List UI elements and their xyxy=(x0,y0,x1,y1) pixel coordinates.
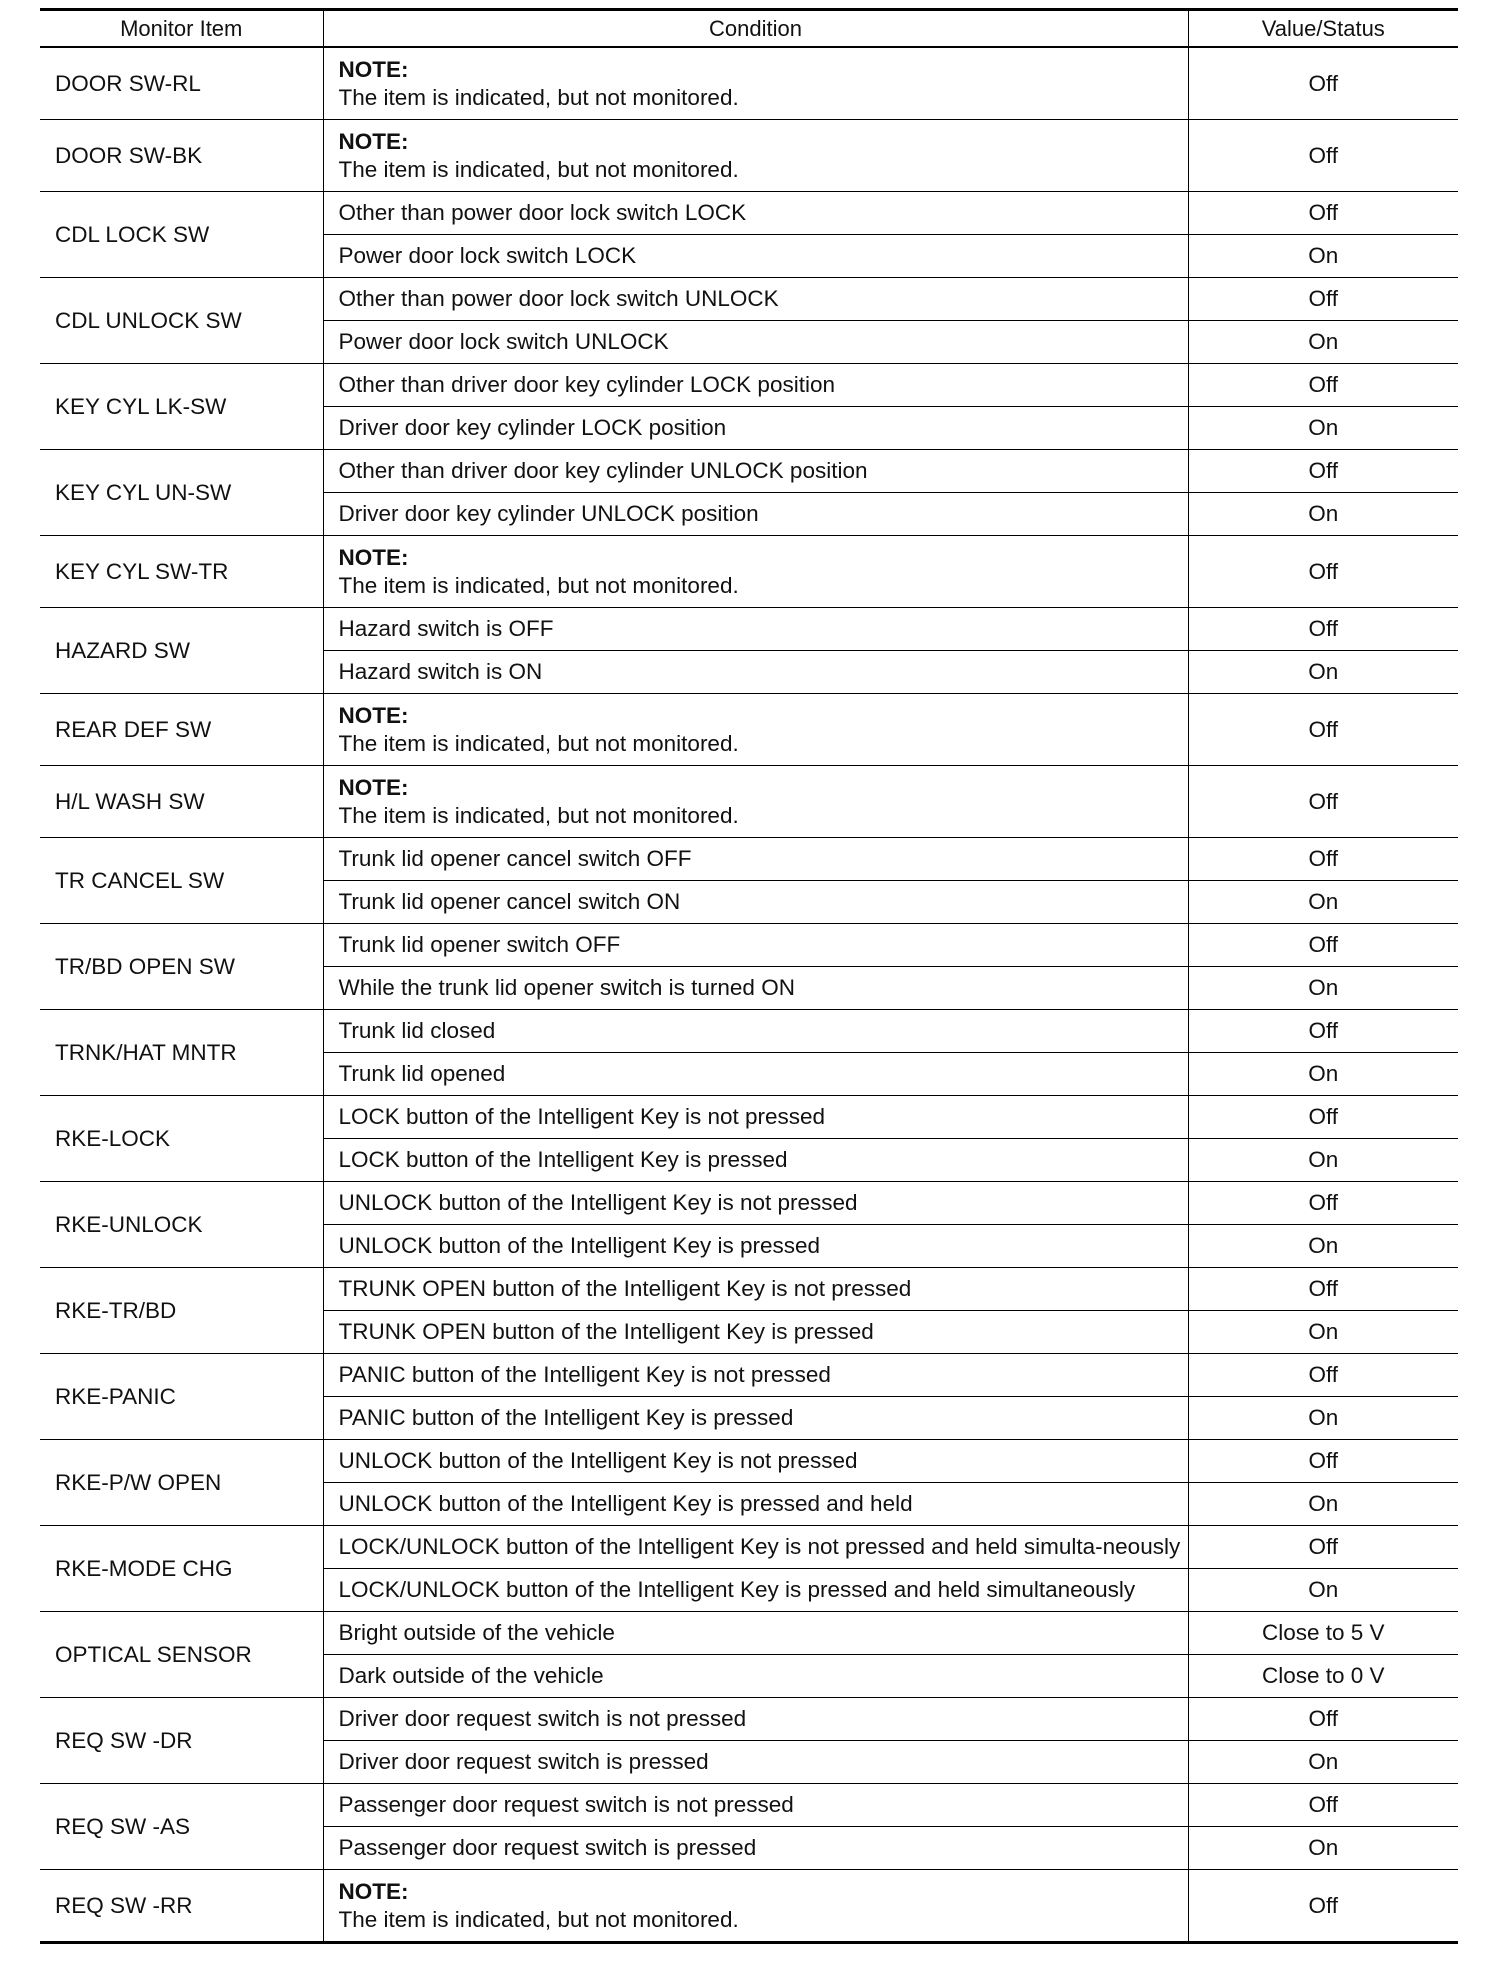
monitor-item-name: KEY CYL SW-TR xyxy=(40,536,323,608)
monitor-item-table xyxy=(40,8,1458,1944)
monitor-item-name: REQ SW -RR xyxy=(40,1870,323,1943)
value-status: Off xyxy=(1188,536,1458,608)
value-status: Off xyxy=(1188,1010,1458,1053)
condition-text: Trunk lid closed xyxy=(323,1010,1188,1053)
condition-text: While the trunk lid opener switch is turned ON xyxy=(323,967,1188,1010)
value-status: On xyxy=(1188,651,1458,694)
value-status: Off xyxy=(1188,450,1458,493)
monitor-item-name: RKE-TR/BD xyxy=(40,1268,323,1354)
value-status: Off xyxy=(1188,192,1458,235)
value-status: Off xyxy=(1188,766,1458,838)
value-status: Off xyxy=(1188,1268,1458,1311)
condition-text: Bright outside of the vehicle xyxy=(323,1612,1188,1655)
note-cell xyxy=(323,120,1188,192)
condition-text: PANIC button of the Intelligent Key is not pressed xyxy=(323,1354,1188,1397)
condition-text: Passenger door request switch is not pressed xyxy=(323,1784,1188,1827)
condition-text: Hazard switch is ON xyxy=(323,651,1188,694)
value-status: Off xyxy=(1188,1784,1458,1827)
value-status: On xyxy=(1188,1311,1458,1354)
note-label: NOTE: xyxy=(338,774,409,800)
condition-text: UNLOCK button of the Intelligent Key is not pressed xyxy=(323,1182,1188,1225)
table-row xyxy=(40,450,1458,493)
condition-text: Driver door key cylinder UNLOCK position xyxy=(323,493,1188,536)
table-row xyxy=(40,120,1458,192)
condition-text: LOCK/UNLOCK button of the Intelligent Key is pressed and held simultaneously xyxy=(323,1569,1188,1612)
monitor-item-name: DOOR SW-BK xyxy=(40,120,323,192)
monitor-item-name: RKE-MODE CHG xyxy=(40,1526,323,1612)
table-row xyxy=(40,838,1458,881)
condition-text: Trunk lid opened xyxy=(323,1053,1188,1096)
value-status: On xyxy=(1188,967,1458,1010)
condition-text: TRUNK OPEN button of the Intelligent Key is pressed xyxy=(323,1311,1188,1354)
table-row xyxy=(40,1096,1458,1139)
monitor-item-name: KEY CYL UN-SW xyxy=(40,450,323,536)
header-value-status: Value/Status xyxy=(1188,10,1458,48)
table-row xyxy=(40,1440,1458,1483)
note-text: The item is indicated, but not monitored. xyxy=(338,84,739,110)
note-cell xyxy=(323,536,1188,608)
value-status: Off xyxy=(1188,1526,1458,1569)
condition-text: Driver door key cylinder LOCK position xyxy=(323,407,1188,450)
table-row xyxy=(40,1268,1458,1311)
condition-text: PANIC button of the Intelligent Key is pressed xyxy=(323,1397,1188,1440)
monitor-item-name: KEY CYL LK-SW xyxy=(40,364,323,450)
condition-text: Driver door request switch is pressed xyxy=(323,1741,1188,1784)
table-row xyxy=(40,278,1458,321)
table-row xyxy=(40,694,1458,766)
monitor-item-name: CDL LOCK SW xyxy=(40,192,323,278)
note-text: The item is indicated, but not monitored. xyxy=(338,1906,739,1932)
value-status: Off xyxy=(1188,1698,1458,1741)
value-status: On xyxy=(1188,1569,1458,1612)
monitor-item-name: H/L WASH SW xyxy=(40,766,323,838)
value-status: On xyxy=(1188,1139,1458,1182)
monitor-item-name: TR/BD OPEN SW xyxy=(40,924,323,1010)
table-row xyxy=(40,47,1458,120)
note-label: NOTE: xyxy=(338,1878,409,1904)
value-status: Off xyxy=(1188,608,1458,651)
condition-text: Other than driver door key cylinder UNLOCK position xyxy=(323,450,1188,493)
value-status: Off xyxy=(1188,694,1458,766)
value-status: Off xyxy=(1188,47,1458,120)
note-text: The item is indicated, but not monitored. xyxy=(338,572,739,598)
table-row xyxy=(40,1870,1458,1943)
condition-text: LOCK button of the Intelligent Key is not pressed xyxy=(323,1096,1188,1139)
value-status: On xyxy=(1188,1741,1458,1784)
condition-text: LOCK button of the Intelligent Key is pressed xyxy=(323,1139,1188,1182)
table-row xyxy=(40,1784,1458,1827)
table-row xyxy=(40,1182,1458,1225)
header-condition: Condition xyxy=(323,10,1188,48)
note-cell xyxy=(323,694,1188,766)
monitor-item-name: HAZARD SW xyxy=(40,608,323,694)
condition-text: Power door lock switch LOCK xyxy=(323,235,1188,278)
value-status: On xyxy=(1188,881,1458,924)
condition-text: UNLOCK button of the Intelligent Key is pressed and held xyxy=(323,1483,1188,1526)
value-status: Off xyxy=(1188,1182,1458,1225)
value-status: On xyxy=(1188,1225,1458,1268)
monitor-item-name: DOOR SW-RL xyxy=(40,47,323,120)
value-status: Off xyxy=(1188,1096,1458,1139)
condition-text: Trunk lid opener cancel switch OFF xyxy=(323,838,1188,881)
note-text: The item is indicated, but not monitored. xyxy=(338,730,739,756)
condition-text: Other than power door lock switch LOCK xyxy=(323,192,1188,235)
monitor-item-name: TRNK/HAT MNTR xyxy=(40,1010,323,1096)
condition-text: Dark outside of the vehicle xyxy=(323,1655,1188,1698)
table-row xyxy=(40,1354,1458,1397)
monitor-item-name: REAR DEF SW xyxy=(40,694,323,766)
condition-text: Trunk lid opener switch OFF xyxy=(323,924,1188,967)
table-row xyxy=(40,766,1458,838)
condition-text: Driver door request switch is not pressed xyxy=(323,1698,1188,1741)
value-status: On xyxy=(1188,1053,1458,1096)
condition-text: Other than driver door key cylinder LOCK position xyxy=(323,364,1188,407)
condition-text: Trunk lid opener cancel switch ON xyxy=(323,881,1188,924)
note-text: The item is indicated, but not monitored. xyxy=(338,156,739,182)
value-status: Off xyxy=(1188,120,1458,192)
table-row xyxy=(40,924,1458,967)
monitor-item-name: CDL UNLOCK SW xyxy=(40,278,323,364)
value-status: On xyxy=(1188,321,1458,364)
monitor-item-name: TR CANCEL SW xyxy=(40,838,323,924)
value-status: On xyxy=(1188,1483,1458,1526)
monitor-item-name: REQ SW -DR xyxy=(40,1698,323,1784)
table-row xyxy=(40,1010,1458,1053)
monitor-item-name: OPTICAL SENSOR xyxy=(40,1612,323,1698)
note-cell xyxy=(323,1870,1188,1943)
value-status: Close to 5 V xyxy=(1188,1612,1458,1655)
condition-text: UNLOCK button of the Intelligent Key is not pressed xyxy=(323,1440,1188,1483)
value-status: On xyxy=(1188,493,1458,536)
note-text: The item is indicated, but not monitored. xyxy=(338,802,739,828)
value-status: Off xyxy=(1188,924,1458,967)
condition-text: TRUNK OPEN button of the Intelligent Key is not pressed xyxy=(323,1268,1188,1311)
condition-text: UNLOCK button of the Intelligent Key is pressed xyxy=(323,1225,1188,1268)
note-label: NOTE: xyxy=(338,702,409,728)
header-monitor-item: Monitor Item xyxy=(40,10,323,48)
value-status: Off xyxy=(1188,838,1458,881)
table-body xyxy=(40,47,1458,1943)
value-status: On xyxy=(1188,1827,1458,1870)
value-status: Off xyxy=(1188,1440,1458,1483)
value-status: Off xyxy=(1188,1870,1458,1943)
note-label: NOTE: xyxy=(338,128,409,154)
note-label: NOTE: xyxy=(338,544,409,570)
note-label: NOTE: xyxy=(338,56,409,82)
condition-text: Other than power door lock switch UNLOCK xyxy=(323,278,1188,321)
monitor-item-name: RKE-UNLOCK xyxy=(40,1182,323,1268)
monitor-item-name: RKE-LOCK xyxy=(40,1096,323,1182)
table-row xyxy=(40,364,1458,407)
value-status: Off xyxy=(1188,278,1458,321)
value-status: Close to 0 V xyxy=(1188,1655,1458,1698)
table-row xyxy=(40,608,1458,651)
monitor-item-name: RKE-P/W OPEN xyxy=(40,1440,323,1526)
monitor-item-name: REQ SW -AS xyxy=(40,1784,323,1870)
note-cell xyxy=(323,47,1188,120)
table-header-row xyxy=(40,10,1458,48)
table-row xyxy=(40,1698,1458,1741)
monitor-table-page xyxy=(40,8,1458,1944)
value-status: Off xyxy=(1188,1354,1458,1397)
condition-text: LOCK/UNLOCK button of the Intelligent Key is not pressed and held simulta-neously xyxy=(323,1526,1188,1569)
monitor-item-name: RKE-PANIC xyxy=(40,1354,323,1440)
condition-text: Power door lock switch UNLOCK xyxy=(323,321,1188,364)
value-status: Off xyxy=(1188,364,1458,407)
condition-text: Hazard switch is OFF xyxy=(323,608,1188,651)
table-row xyxy=(40,192,1458,235)
value-status: On xyxy=(1188,1397,1458,1440)
table-row xyxy=(40,1612,1458,1655)
value-status: On xyxy=(1188,407,1458,450)
value-status: On xyxy=(1188,235,1458,278)
condition-text: Passenger door request switch is pressed xyxy=(323,1827,1188,1870)
table-row xyxy=(40,1526,1458,1569)
table-row xyxy=(40,536,1458,608)
note-cell xyxy=(323,766,1188,838)
